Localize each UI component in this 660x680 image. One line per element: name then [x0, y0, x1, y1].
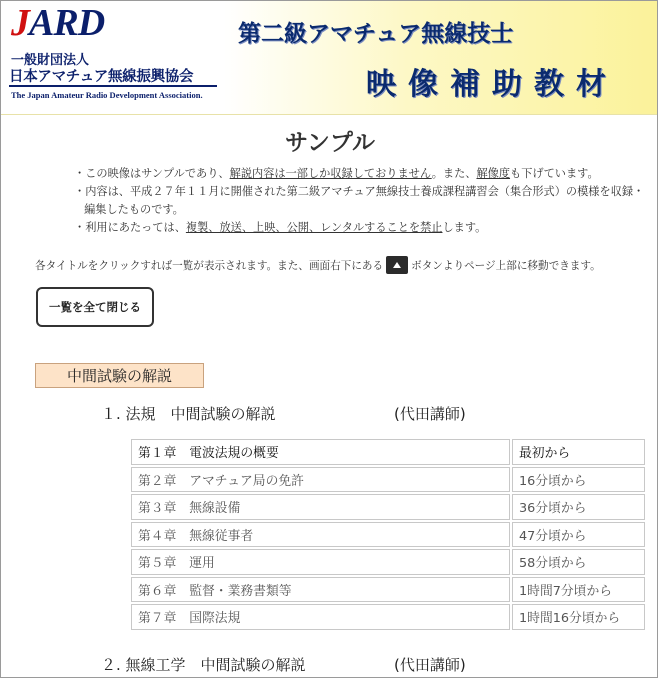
notice-item: ・内容は、平成２７年１１月に開催された第二級アマチュア無線技士養成課程講習会（集合形式）の模様を収録・編集したものです。 — [74, 185, 645, 216]
banner-subtitle: 映像補助教材 — [366, 67, 618, 102]
chapter-start-time[interactable]: 1時間16分頃から — [512, 604, 645, 630]
chapter-name[interactable]: 第４章 無線従事者 — [131, 522, 510, 548]
lecturer-label: (代田講師) — [394, 656, 466, 674]
chapter-row[interactable] — [130, 493, 648, 521]
chapter-name[interactable]: 第６章 監督・業務書類等 — [131, 577, 510, 603]
chapter-start-time[interactable]: 16分頃から — [512, 467, 645, 493]
chapter-name[interactable]: 第５章 運用 — [131, 549, 510, 575]
section-heading-midterm[interactable]: 中間試験の解説 — [35, 363, 204, 388]
chapter-name[interactable]: 第２章 アマチュア局の免許 — [131, 467, 510, 493]
subsection-title-radio-engineering[interactable]: ２. 無線工学 中間試験の解説 (代田講師) — [101, 656, 466, 674]
notice-item: ・この映像はサンプルであり、解説内容は一部しか収録しておりません。また、解像度も下げています。 — [74, 167, 599, 180]
notice-list — [74, 165, 649, 237]
jard-logo: JARD — [11, 2, 105, 44]
logo-divider — [9, 85, 217, 87]
chapter-row[interactable] — [130, 576, 648, 604]
chapter-name[interactable]: 第１章 電波法規の概要 — [131, 439, 510, 465]
notice-item: ・利用にあたっては、複製、放送、上映、公開、レンタルすることを禁止します。 — [74, 221, 487, 234]
chapter-name[interactable]: 第７章 国際法規 — [131, 604, 510, 630]
org-name: 日本アマチュア無線振興協会 — [9, 68, 194, 85]
chapter-list — [130, 438, 648, 631]
banner-title: 第二級アマチュア無線技士 — [238, 21, 514, 47]
chapter-start-time[interactable]: 最初から — [512, 439, 645, 465]
close-all-lists-button[interactable]: 一覧を全て閉じる — [36, 287, 154, 327]
org-name-english: The Japan Amateur Radio Development Association. — [11, 90, 203, 100]
chapter-row[interactable] — [130, 603, 648, 631]
chapter-start-time[interactable]: 47分頃から — [512, 522, 645, 548]
chapter-row[interactable] — [130, 438, 648, 466]
subsection-title-law[interactable]: １. 法規 中間試験の解説 (代田講師) — [101, 405, 466, 423]
header-banner — [1, 1, 657, 115]
chapter-start-time[interactable]: 36分頃から — [512, 494, 645, 520]
chapter-row[interactable] — [130, 521, 648, 549]
page-top-arrow-icon — [386, 256, 408, 274]
usage-instructions: 各タイトルをクリックすれば一覧が表示されます。また、画面右下にある ボタンよりページ上部に移動できます。 — [35, 257, 655, 275]
org-type: 一般財団法人 — [11, 53, 90, 68]
chapter-start-time[interactable]: 1時間7分頃から — [512, 577, 645, 603]
chapter-start-time[interactable]: 58分頃から — [512, 549, 645, 575]
chapter-row[interactable] — [130, 466, 648, 494]
lecturer-label: (代田講師) — [394, 405, 466, 423]
page-title: サンプル — [285, 130, 375, 156]
chapter-row[interactable] — [130, 548, 648, 576]
chapter-name[interactable]: 第３章 無線設備 — [131, 494, 510, 520]
